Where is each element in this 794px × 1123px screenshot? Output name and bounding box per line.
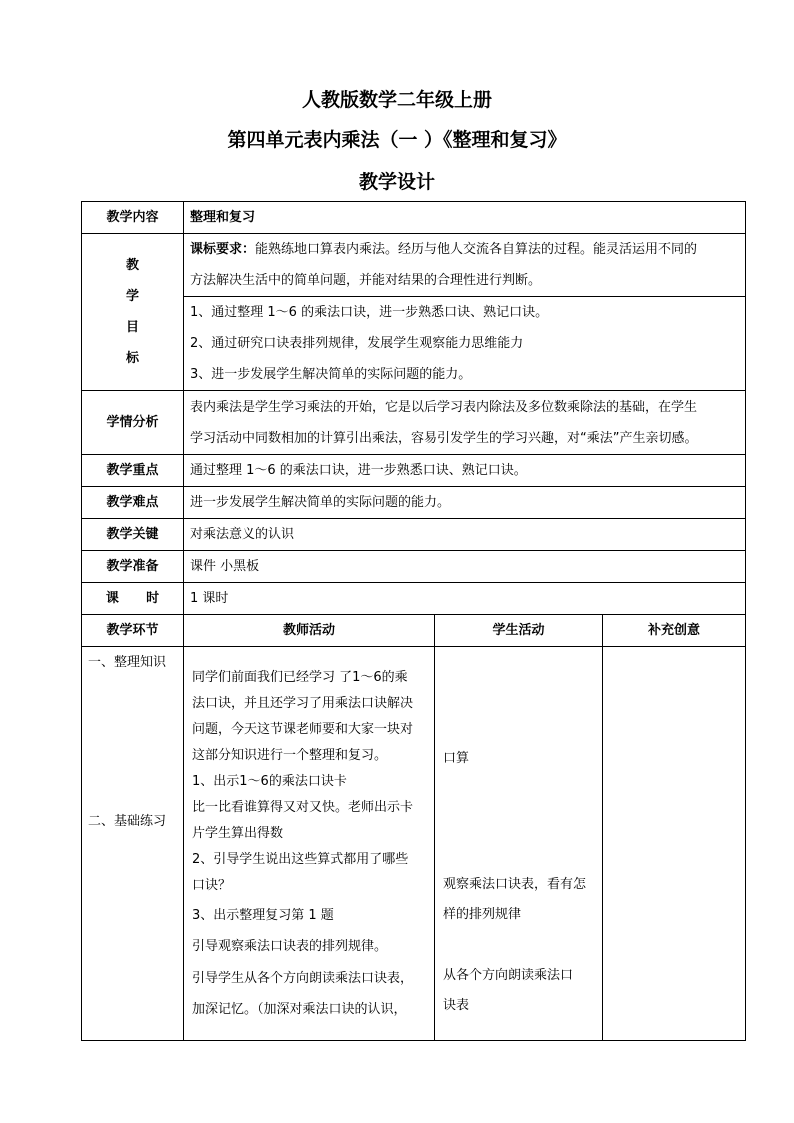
difficulty-value: 进一步发展学生解决简单的实际问题的能力。 — [184, 487, 746, 519]
key-point-value: 通过整理 1～6 的乘法口诀，进一步熟悉口诀、熟记口诀。 — [184, 455, 746, 487]
row-hours — [82, 583, 746, 615]
student-line: 观察乘法口诀表，看有怎 — [443, 876, 587, 892]
goals-label-char-4: 标 — [125, 351, 139, 366]
goal-item: 3、进一步发展学生解决简单的实际问题的能力。 — [190, 367, 472, 382]
teacher-line: 加深记忆。（加深对乘法口诀的认识， — [192, 1001, 407, 1017]
stage-2: 二、基础练习 — [88, 813, 167, 829]
analysis-text-2: 学习活动中同数相加的计算引出乘法，容易引发学生的学习兴趣，对“乘法”产生亲切感。 — [190, 430, 698, 446]
row-analysis — [82, 391, 746, 455]
analysis-value — [184, 391, 746, 455]
extra-ideas — [603, 647, 746, 1041]
doc-title-line-2: 第四单元表内乘法（一 ）《整理和复习》 — [227, 129, 567, 151]
teacher-line: 引导学生从各个方向朗读乘法口诀表， — [192, 970, 414, 986]
difficulty-label: 教学难点 — [82, 487, 184, 519]
teacher-line: 同学们前面我们已经学习 了1～6的乘 — [192, 669, 408, 685]
teacher-line: 法口诀，并且还学习了用乘法口诀解决 — [192, 695, 414, 711]
doc-title-line-1: 人教版数学二年级上册 — [301, 89, 492, 111]
hours-value: 1 课时 — [184, 583, 746, 615]
row-preparation — [82, 551, 746, 583]
student-activity — [435, 647, 603, 1041]
lesson-plan-table — [81, 201, 746, 1041]
row-goals-standard — [82, 234, 746, 297]
goals-label-char-1: 教 — [125, 258, 139, 273]
hours-label: 课 时 — [82, 583, 184, 615]
header-extra: 补充创意 — [603, 615, 746, 647]
stage-1: 一、整理知识 — [88, 654, 167, 670]
teacher-line: 引导观察乘法口诀表的排列规律。 — [192, 938, 388, 954]
header-stage: 教学环节 — [82, 615, 184, 647]
doc-title-line-3: 教学设计 — [358, 171, 435, 193]
content-value: 整理和复习 — [184, 202, 746, 234]
goals-label-char-3: 目 — [125, 320, 139, 335]
teacher-line: 问题，今天这节课老师要和大家一块对 — [192, 721, 414, 737]
student-line: 从各个方向朗读乘法口 — [443, 967, 574, 983]
row-key-point — [82, 455, 746, 487]
goals-standard-text-1: 能熟练地口算表内乘法。经历与他人交流各自算法的过程。能灵活运用不同的 — [255, 242, 698, 257]
goals-standard-heading: 课标要求： — [190, 242, 256, 257]
goals-standard — [184, 234, 746, 297]
key-point-label: 教学重点 — [82, 455, 184, 487]
goals-items — [184, 297, 746, 391]
row-difficulty — [82, 487, 746, 519]
teacher-line: 这部分知识进行一个整理和复习。 — [192, 747, 388, 763]
goal-item: 1、通过整理 1～6 的乘法口诀，进一步熟悉口诀、熟记口诀。 — [190, 305, 549, 320]
student-line: 样的排列规律 — [443, 906, 522, 922]
row-crux — [82, 519, 746, 551]
row-process-header — [82, 615, 746, 647]
content-label: 教学内容 — [82, 202, 184, 234]
goal-item: 2、通过研究口诀表排列规律，发展学生观察能力思维能力 — [190, 336, 524, 351]
row-process-body — [82, 647, 746, 1041]
teacher-line: 口诀？ — [192, 877, 232, 893]
teacher-line: 3、出示整理复习第 1 题 — [192, 907, 334, 923]
preparation-label: 教学准备 — [82, 551, 184, 583]
teacher-line: 片学生算出得数 — [192, 825, 284, 841]
header-teacher: 教师活动 — [184, 615, 435, 647]
preparation-value: 课件 小黑板 — [184, 551, 746, 583]
analysis-label: 学情分析 — [82, 391, 184, 455]
student-line: 口算 — [443, 750, 470, 766]
teacher-line: 2、引导学生说出这些算式都用了哪些 — [192, 851, 409, 867]
stage-column — [82, 647, 184, 1041]
student-line: 诀表 — [443, 997, 470, 1013]
teacher-line: 1、出示1～6的乘法口诀卡 — [192, 773, 347, 789]
goals-label-char-2: 学 — [125, 289, 139, 304]
header-student: 学生活动 — [435, 615, 603, 647]
teacher-activity — [184, 647, 435, 1041]
row-content — [82, 202, 746, 234]
crux-label: 教学关键 — [82, 519, 184, 551]
goals-standard-text-2: 方法解决生活中的简单问题，并能对结果的合理性进行判断。 — [190, 273, 542, 288]
goals-label — [82, 234, 184, 391]
teacher-line: 比一比看谁算得又对又快。老师出示卡 — [192, 799, 414, 815]
crux-value: 对乘法意义的认识 — [184, 519, 746, 551]
analysis-text-1: 表内乘法是学生学习乘法的开始，它是以后学习表内除法及多位数乘除法的基础，在学生 — [190, 399, 698, 415]
